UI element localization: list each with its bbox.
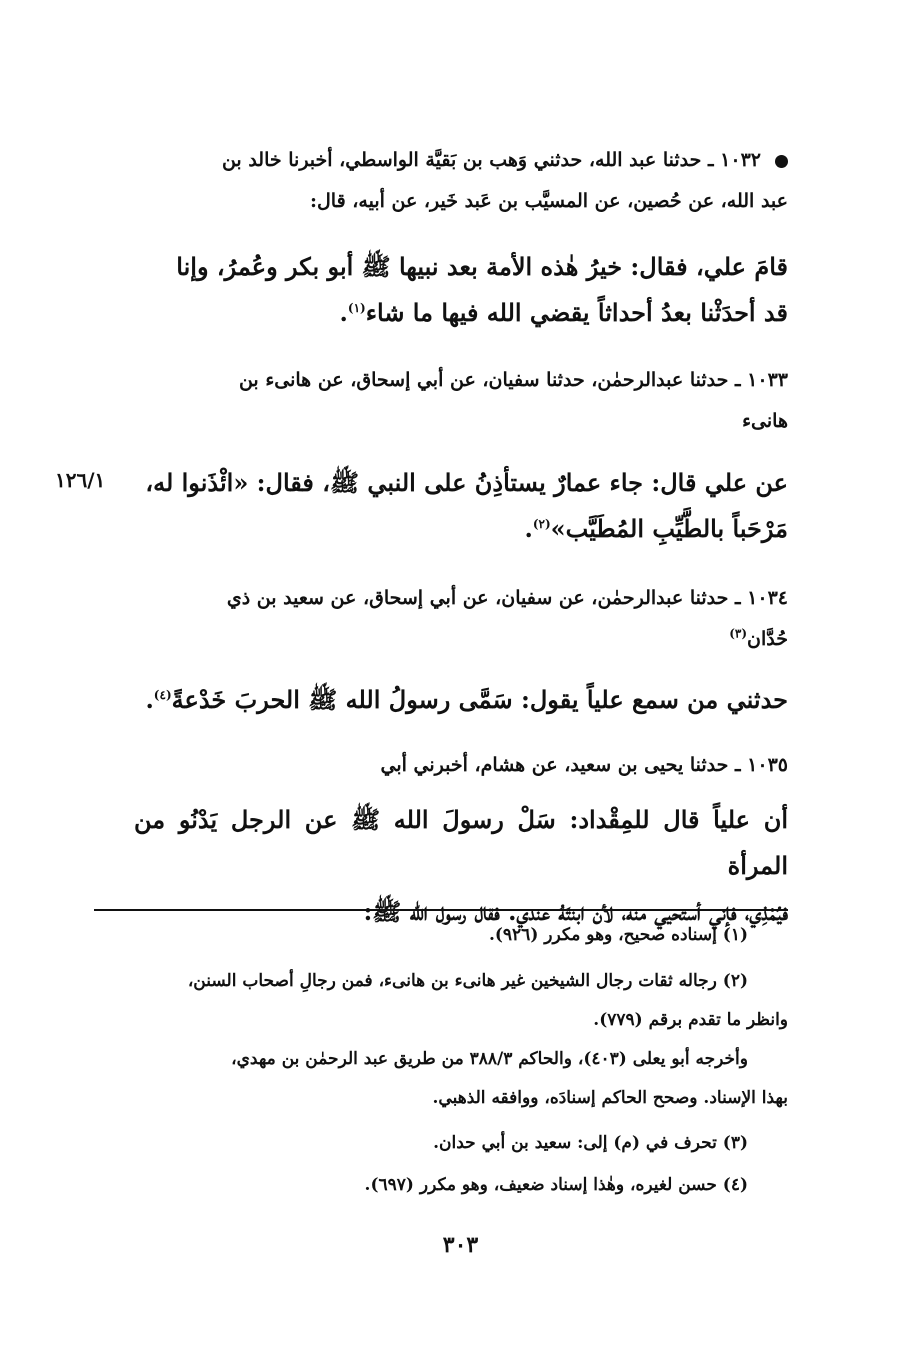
matn-line: حدثني من سمع علياً يقول: سَمَّى رسولُ الله ﷺ الحربَ خَدْعةً$^{(٤)}$. <box>145 685 788 714</box>
hadith-1032-chain <box>134 140 788 222</box>
footnote-line: (٢) رجاله ثقات رجال الشيخين غير هانىء بن هانىء، فمن رجالِ أصحاب السنن، <box>187 971 748 991</box>
matn-line: مَرْحَباً بالطَّيِّبِ المُطَيَّب»$^{(٢)}$. <box>524 514 788 543</box>
matn-line: أن علياً قال للمِقْداد: سَلْ رسولَ الله ﷺ عن الرجل يَدْنُو من المرأة <box>134 805 788 880</box>
chain-line: ١٠٣٤ ـ حدثنا عبدالرحمٰن، عن سفيان، عن أبي إسحاق، عن سعيد بن ذي <box>226 587 788 609</box>
matn-line: قد أحدَثْنا بعدُ أحداثاً يقضي الله فيها ما شاء$^{(١)}$. <box>339 298 788 327</box>
chain-line: ١٠٣٣ ـ حدثنا عبدالرحمٰن، حدثنا سفيان، عن أبي إسحاق، عن هانىء بن <box>238 369 788 391</box>
margin-reference: ١٢٦/١ <box>55 468 106 492</box>
footnote-2 <box>94 962 788 1118</box>
hadith-1034-matn <box>134 677 788 723</box>
chain-line: هانىء <box>742 410 788 432</box>
footnote-4: (٤) حسن لغيره، وهٰذا إسناد ضعيف، وهو مكرر (٦٩٧). <box>364 1175 748 1195</box>
chain-line: حُدَّان$^{(٣)}$ <box>729 626 788 650</box>
footnote-ref: (٣) <box>729 626 748 641</box>
footnote-line: بهذا الإسناد. وصحح الحاكم إسنادَه، ووافقه الذهبي. <box>432 1088 788 1108</box>
footnote-line: وانظر ما تقدم برقم (٧٧٩). <box>593 1010 788 1030</box>
footnote-divider <box>94 909 788 911</box>
hadith-1035-matn <box>134 797 788 935</box>
footnote-line: وأخرجه أبو يعلى (٤٠٣)، والحاكم ٣٨٨/٣ من طريق عبد الرحمٰن بن مهدي، <box>231 1049 748 1069</box>
footnote-ref: (١) <box>347 301 366 315</box>
hadith-1032-matn <box>134 244 788 336</box>
chain-line: ١٠٣٥ ـ حدثنا يحيى بن سعيد، عن هشام، أخبرني أبي <box>380 754 788 776</box>
chain-line: عبد الله، عن حُصين، عن المسيَّب بن عَبد خَير، عن أبيه، قال: <box>309 190 788 212</box>
bullet-icon <box>775 155 788 168</box>
matn-line: عن علي قال: جاء عمارٌ يستأذِنُ على النبي ﷺ، فقال: «ائْذَنوا له، <box>145 468 788 497</box>
hadith-1034-chain <box>134 578 788 660</box>
chain-line: ١٠٣٢ ـ حدثنا عبد الله، حدثني وَهب بن بَقيَّة الواسطي، أخبرنا خالد بن <box>134 140 788 181</box>
page-number: ٣٠٣ <box>442 1232 479 1258</box>
footnote-ref: (٢) <box>532 517 551 531</box>
matn-line: قامَ علي، فقال: خيرُ هٰذه الأمة بعد نبيها ﷺ أبو بكر وعُمرُ، وإنا <box>176 252 788 281</box>
footnote-1: (١) إسناده صحيح، وهو مكرر (٩٢٦). <box>488 925 748 945</box>
hadith-1033-matn <box>134 460 788 552</box>
hadith-1035-chain <box>134 745 788 786</box>
footnote-3: (٣) تحرف في (م) إلى: سعيد بن أبي حدان. <box>433 1133 748 1153</box>
hadith-1033-chain <box>134 360 788 442</box>
matn-line: فيُمْذِي، فإني أستحيي منه، لأن ابنتَهُ عندي. فقال رسول الله ﷺ: <box>363 897 788 926</box>
footnote-ref: (٤) <box>153 688 172 702</box>
